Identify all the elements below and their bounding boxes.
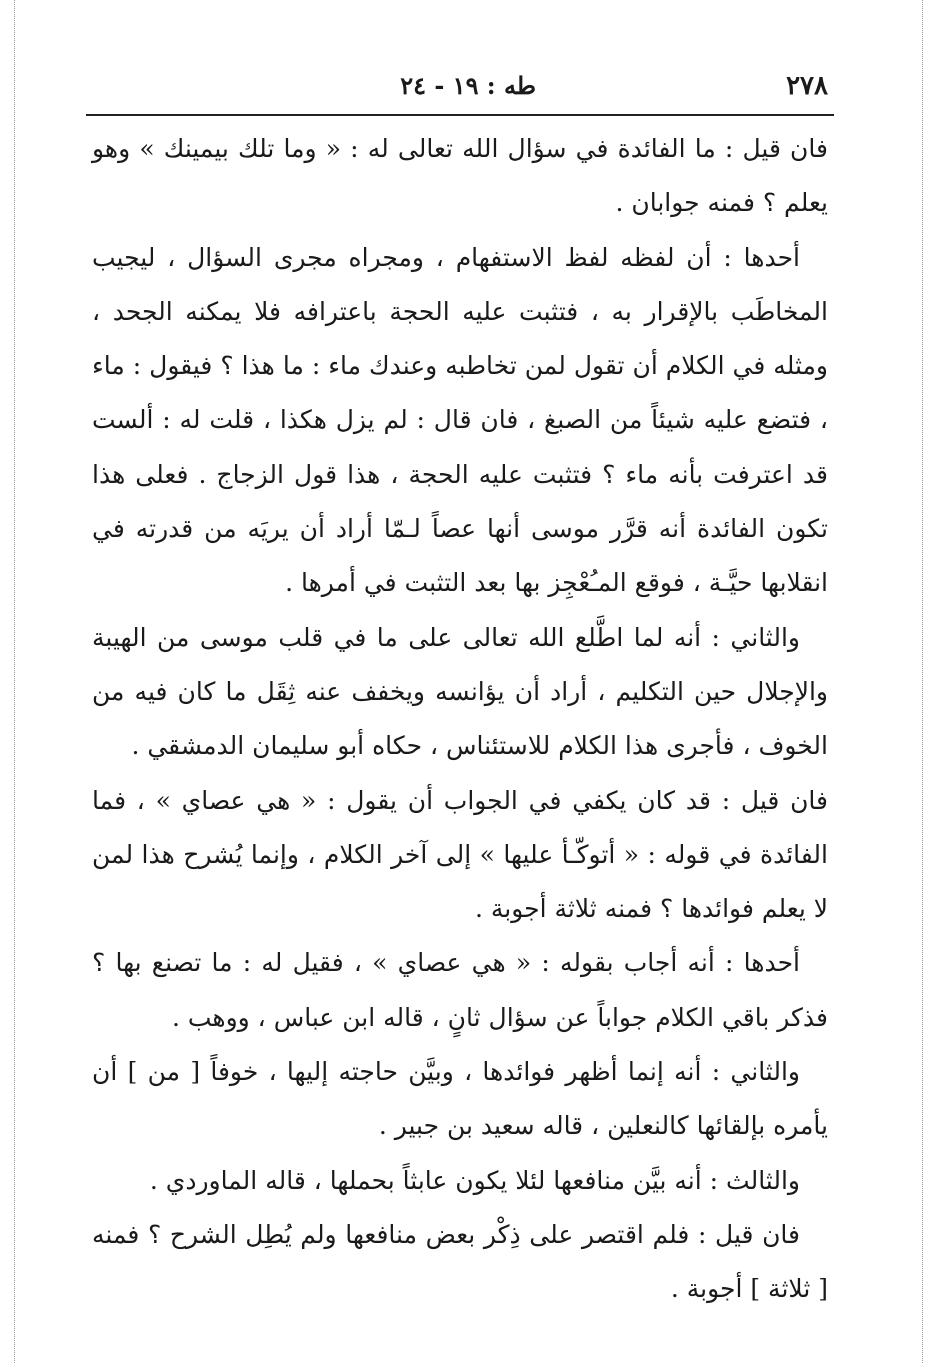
page-number: ٢٧٨ [786, 71, 828, 101]
paragraph: والثاني : أنه لما اطَّلع الله تعالى على ما في قلب موسى من الهيبة والإجلال حين التكليم ، أراد أن يؤانسه ويخفف عنه ثِقَل ما كان فيه من الخوف ، فأجرى هذا الكلام للاستئناس ، حكاه أبو سليمان الدمشقي . [92, 622, 828, 761]
paragraph: فان قيل : قد كان يكفي في الجواب أن يقول : « هي عصاي » ، فما الفائدة في قوله : « أتوكّـأ عليها » إلى آخر الكلام ، وإنما يُشرح هذا لمن لا يعلم فوائدها ؟ فمنه ثلاثة أجوبة . [92, 785, 828, 924]
paragraph: أحدها : أنه أجاب بقوله : « هي عصاي » ، فقيل له : ما تصنع بها ؟ فذكر باقي الكلام جواباً عن سؤال ثانٍ ، قاله ابن عباس ، ووهب . [92, 948, 828, 1032]
paragraph: والثالث : أنه بيَّن منافعها لئلا يكون عابثاً بحملها ، قاله الماوردي . [149, 1165, 800, 1195]
header-rule [86, 114, 834, 116]
body-text [92, 122, 828, 1317]
paragraph: والثاني : أنه إنما أظهر فوائدها ، وبيَّن حاجته إليها ، خوفاً [ من ] أن يأمره بإلقائها كالنعلين ، قاله سعيد بن جبير . [92, 1057, 828, 1141]
paragraph: فان قيل : فلم اقتصر على ذِكْر بعض منافعها ولم يُطِل الشرح ؟ فمنه [ ثلاثة ] أجوبة . [92, 1219, 828, 1304]
paragraph: فان قيل : ما الفائدة في سؤال الله تعالى له : « وما تلك بيمينك » وهو يعلم ؟ فمنه جوابان . [92, 134, 828, 218]
page-header [88, 68, 828, 108]
running-head: طه : ١٩ - ٢٤ [400, 71, 536, 100]
paragraph: أحدها : أن لفظه لفظ الاستفهام ، ومجراه مجرى السؤال ، ليجيب المخاطَب بالإقرار به ، فتثبت عليه الحجة باعترافه فلا يمكنه الجحد ، ومثله في الكلام أن تقول لمن تخاطبه وعندك ماء : ما هذا ؟ فيقول : ماء ، فتضع عليه شيئاً من الصبغ ، فان قال : لم يزل هكذا ، قلت له : ألست قد اعترفت بأنه ماء ؟ فتثبت عليه الحجة ، هذا قول الزجاج . فعلى هذا تكون الفائدة أنه قرَّر موسى أنها عصاً لـمّا أراد أن يريَه من قدرته في انقلابها حيَّـة ، فوقع المـُعْجِز بها بعد التثبت في أمرها . [92, 242, 828, 598]
